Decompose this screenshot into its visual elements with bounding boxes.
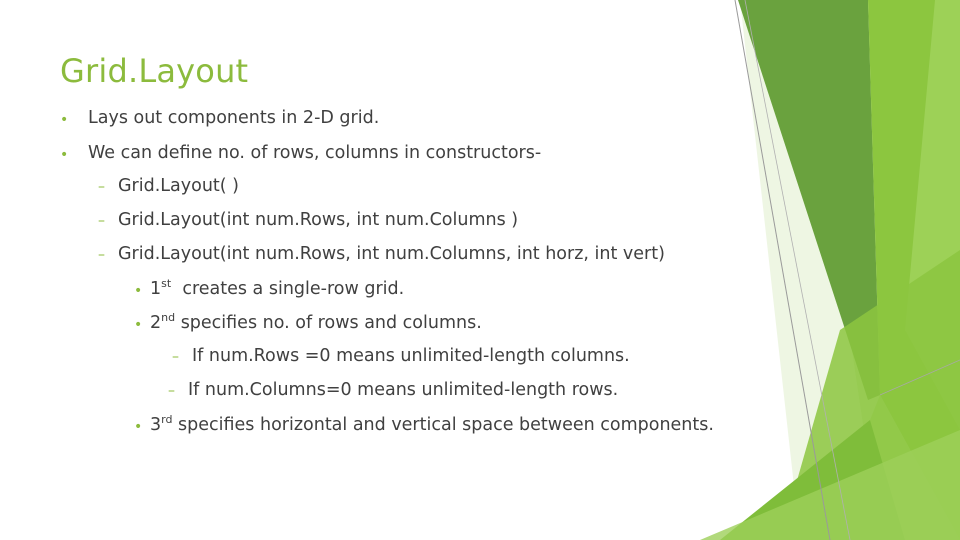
bullet-item: Lays out components in 2-D grid. xyxy=(88,108,380,128)
ordinal-suffix: nd xyxy=(161,311,176,324)
level4-item: If num.Rows =0 means unlimited-length columns. xyxy=(192,346,630,366)
bullet-marker: • xyxy=(60,112,69,128)
bullet-text: specifies no. of rows and columns. xyxy=(180,313,482,333)
bullet-marker: • xyxy=(134,283,143,299)
bullet-text: specifies horizontal and vertical space between components. xyxy=(178,415,714,435)
bullet-marker: • xyxy=(60,147,69,163)
dash-marker: – xyxy=(168,383,175,399)
dash-marker: – xyxy=(172,349,179,365)
sub-sub-bullet-item xyxy=(150,313,482,333)
dash-marker: – xyxy=(98,179,105,195)
slide-title: Grid.Layout xyxy=(60,52,249,90)
ordinal-number: 3 xyxy=(150,415,162,435)
bullet-item: We can define no. of rows, columns in constructors- xyxy=(88,143,542,163)
ordinal-suffix: rd xyxy=(161,413,173,426)
ordinal-number: 2 xyxy=(150,313,162,333)
level4-item: If num.Columns=0 means unlimited-length rows. xyxy=(188,380,619,400)
bullet-marker: • xyxy=(134,317,143,333)
bullet-text: creates a single-row grid. xyxy=(182,279,405,299)
dash-marker: – xyxy=(98,247,105,263)
ordinal-number: 1 xyxy=(150,279,162,299)
bullet-marker: • xyxy=(134,419,143,435)
sub-sub-bullet-item xyxy=(150,279,404,299)
sub-bullet-item: Grid.Layout( ) xyxy=(118,176,239,196)
sub-sub-bullet-item xyxy=(150,415,714,435)
sub-bullet-item: Grid.Layout(int num.Rows, int num.Columns ) xyxy=(118,210,519,230)
ordinal-suffix: st xyxy=(161,277,172,290)
sub-bullet-item: Grid.Layout(int num.Rows, int num.Columns, int horz, int vert) xyxy=(118,244,665,264)
dash-marker: – xyxy=(98,213,105,229)
